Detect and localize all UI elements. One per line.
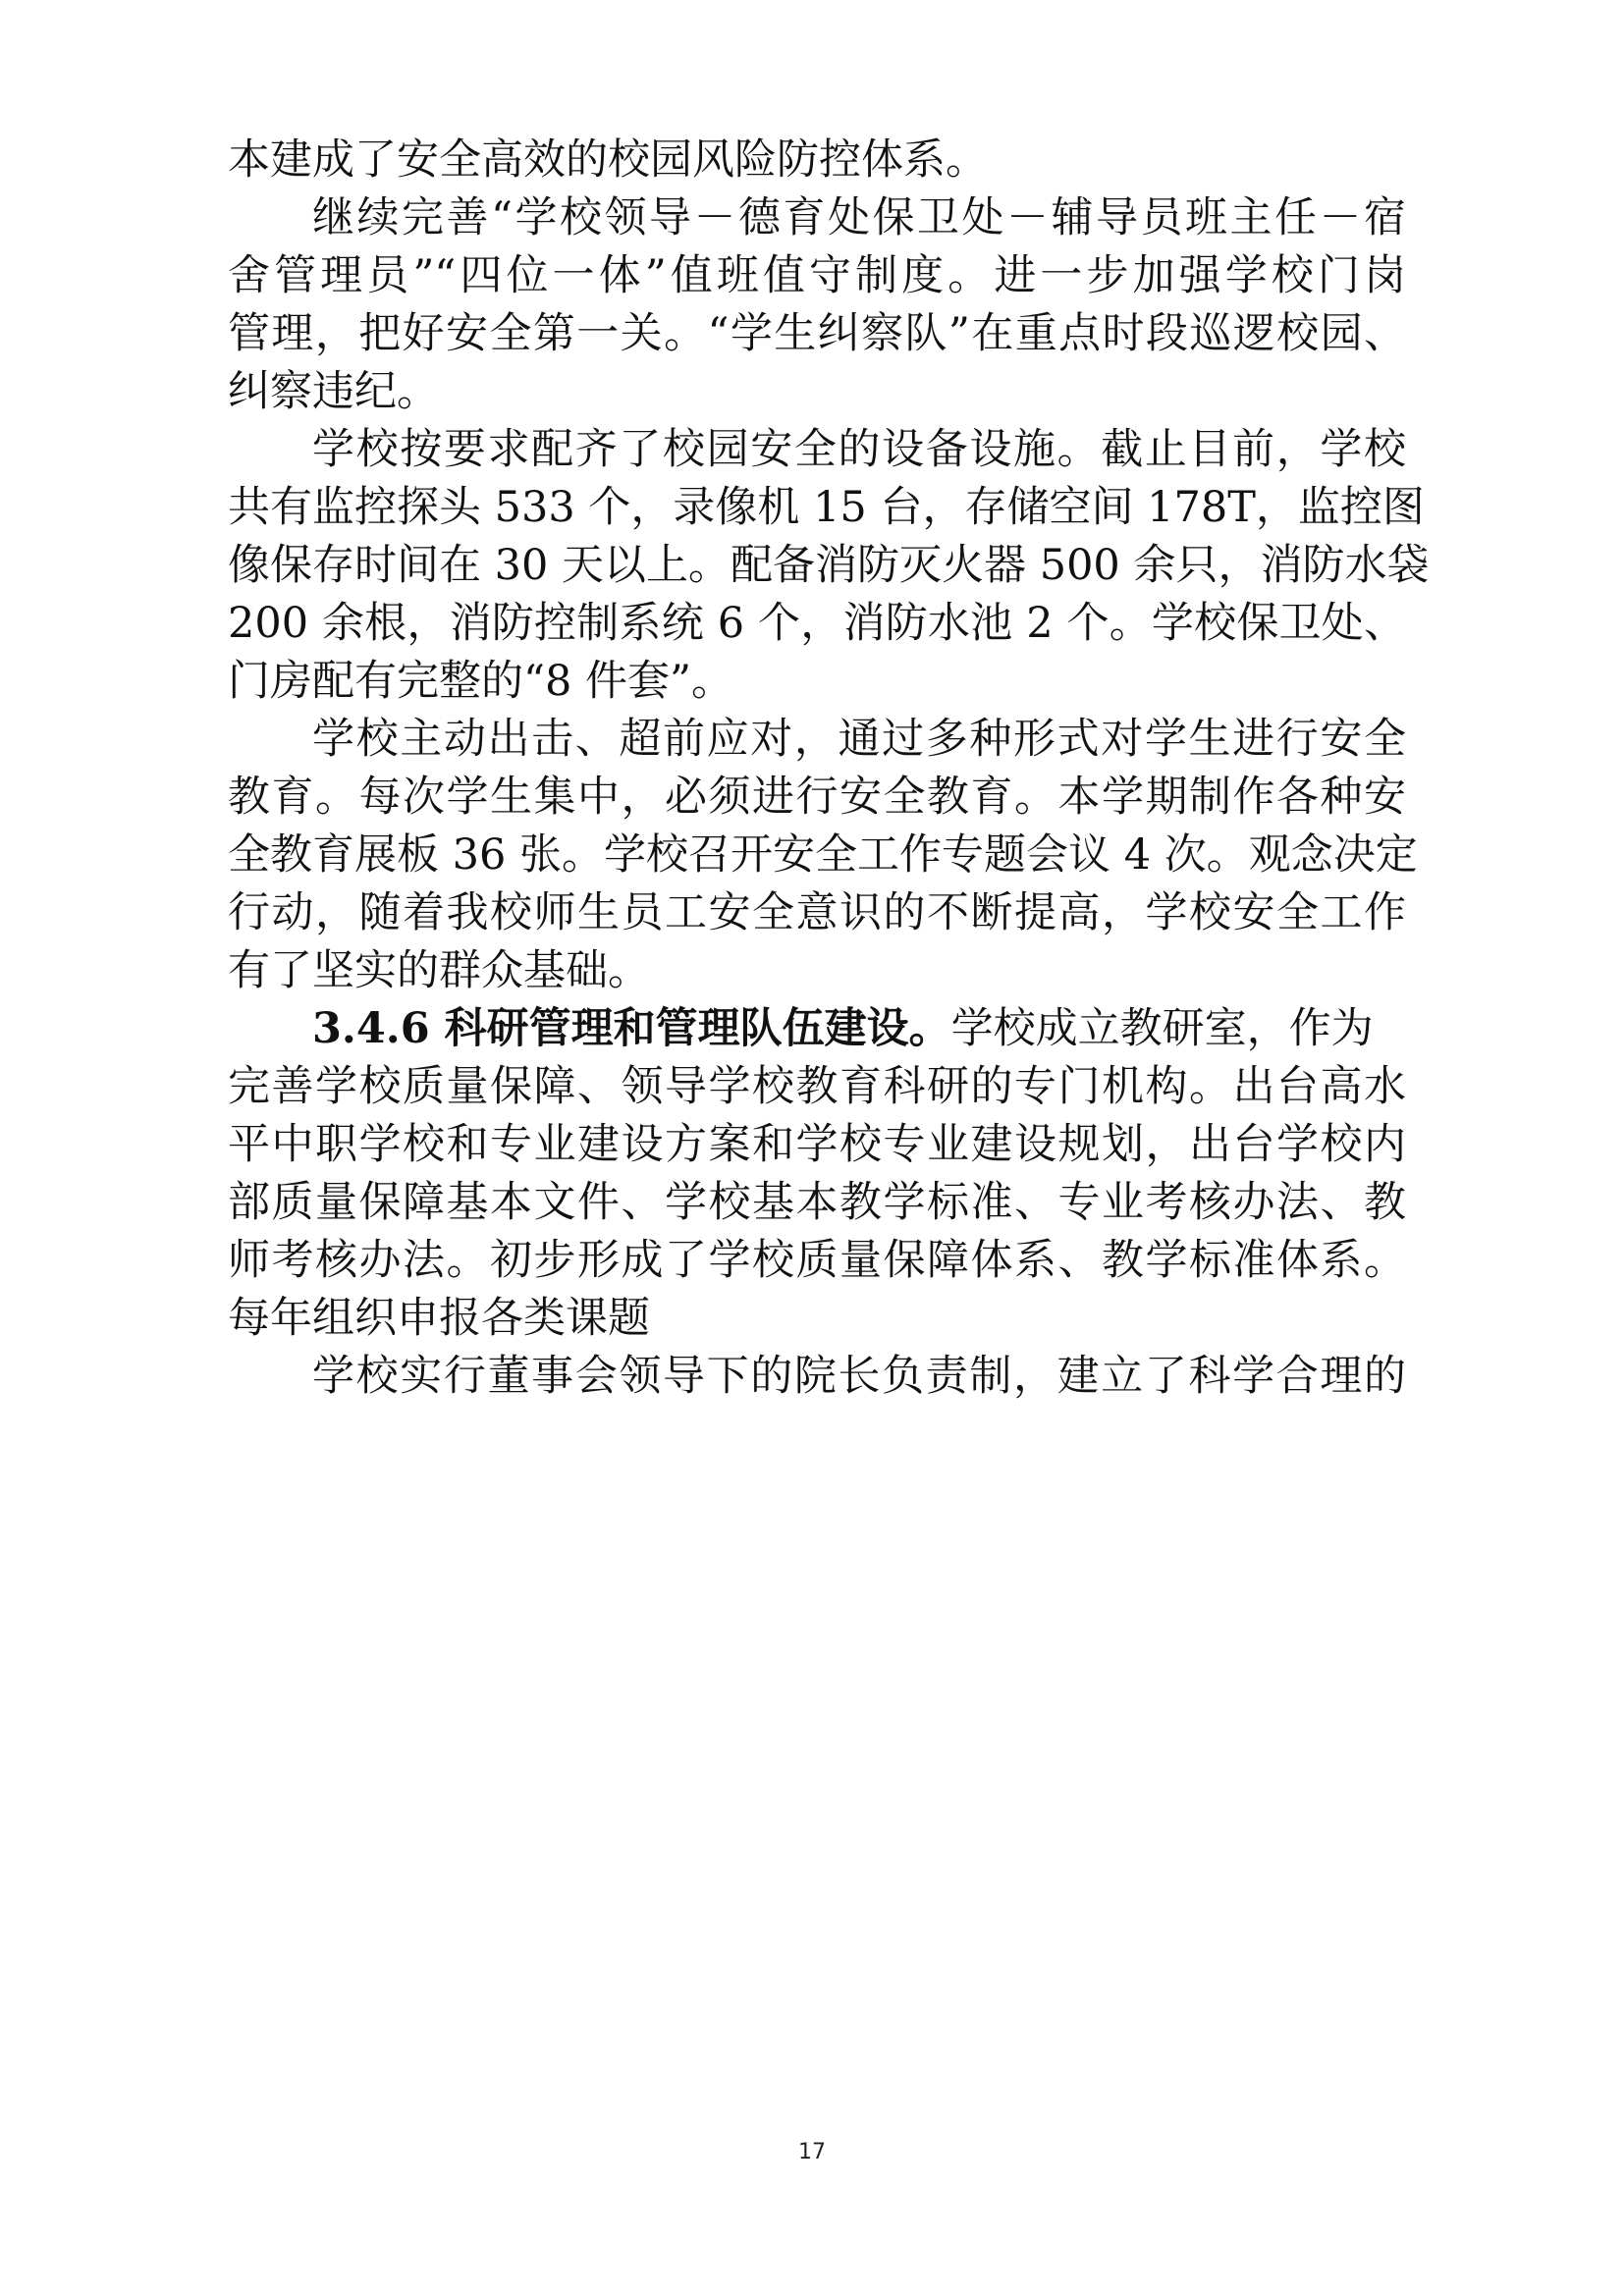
paragraph-line: 学校实行董事会领导下的院长负责制，建立了科学合理的 [312,1352,1406,1401]
paragraph-line: 门房配有完整的“8 件套”。 [228,657,733,706]
paragraph-line: 完善学校质量保障、领导学校教育科研的专门机构。出台高水 [228,1062,1406,1111]
paragraph-text: 学校成立教研室，作为 [950,1004,1374,1053]
paragraph-line: 部质量保障基本文件、学校基本教学标准、专业考核办法、教 [228,1178,1406,1227]
paragraph-line: 学校主动出击、超前应对，通过多种形式对学生进行安全 [312,715,1406,764]
paragraph-line: 师考核办法。初步形成了学校质量保障体系、教学标准体系。 [228,1236,1406,1285]
paragraph-line: 继续完善“学校领导－德育处保卫处－辅导员班主任－宿 [312,193,1406,242]
paragraph-line: 像保存时间在 30 天以上。配备消防灭火器 500 余只，消防水袋 [228,541,1430,590]
paragraph-line: 平中职学校和专业建设方案和学校专业建设规划，出台学校内 [228,1120,1406,1169]
paragraph-line: 每年组织申报各类课题 [228,1294,650,1343]
section-paragraph-first-line [312,999,1406,1058]
paragraph-line: 共有监控探头 533 个，录像机 15 台，存储空间 178T，监控图 [228,483,1425,532]
paragraph-line: 全教育展板 36 张。学校召开安全工作专题会议 4 次。观念决定 [228,830,1418,880]
paragraph-line: 本建成了安全高效的校园风险防控体系。 [228,135,988,185]
paragraph-line: 有了坚实的群众基础。 [228,946,650,995]
page-number: 17 [798,2140,826,2164]
paragraph-line: 纠察违纪。 [228,367,439,416]
paragraph-line: 200 余根，消防控制系统 6 个，消防水池 2 个。学校保卫处、 [228,599,1406,648]
paragraph-line: 教育。每次学生集中，必须进行安全教育。本学期制作各种安 [228,773,1406,822]
paragraph-line: 管理，把好安全第一关。“学生纠察队”在重点时段巡逻校园、 [228,309,1406,358]
paragraph-line: 舍管理员”“四位一体”值班值守制度。进一步加强学校门岗 [228,251,1406,300]
section-heading: 3.4.6 科研管理和管理队伍建设。 [312,1004,951,1053]
paragraph-line: 行动，随着我校师生员工安全意识的不断提高，学校安全工作 [228,888,1406,937]
paragraph-line: 学校按要求配齐了校园安全的设备设施。截止目前，学校 [312,425,1406,474]
